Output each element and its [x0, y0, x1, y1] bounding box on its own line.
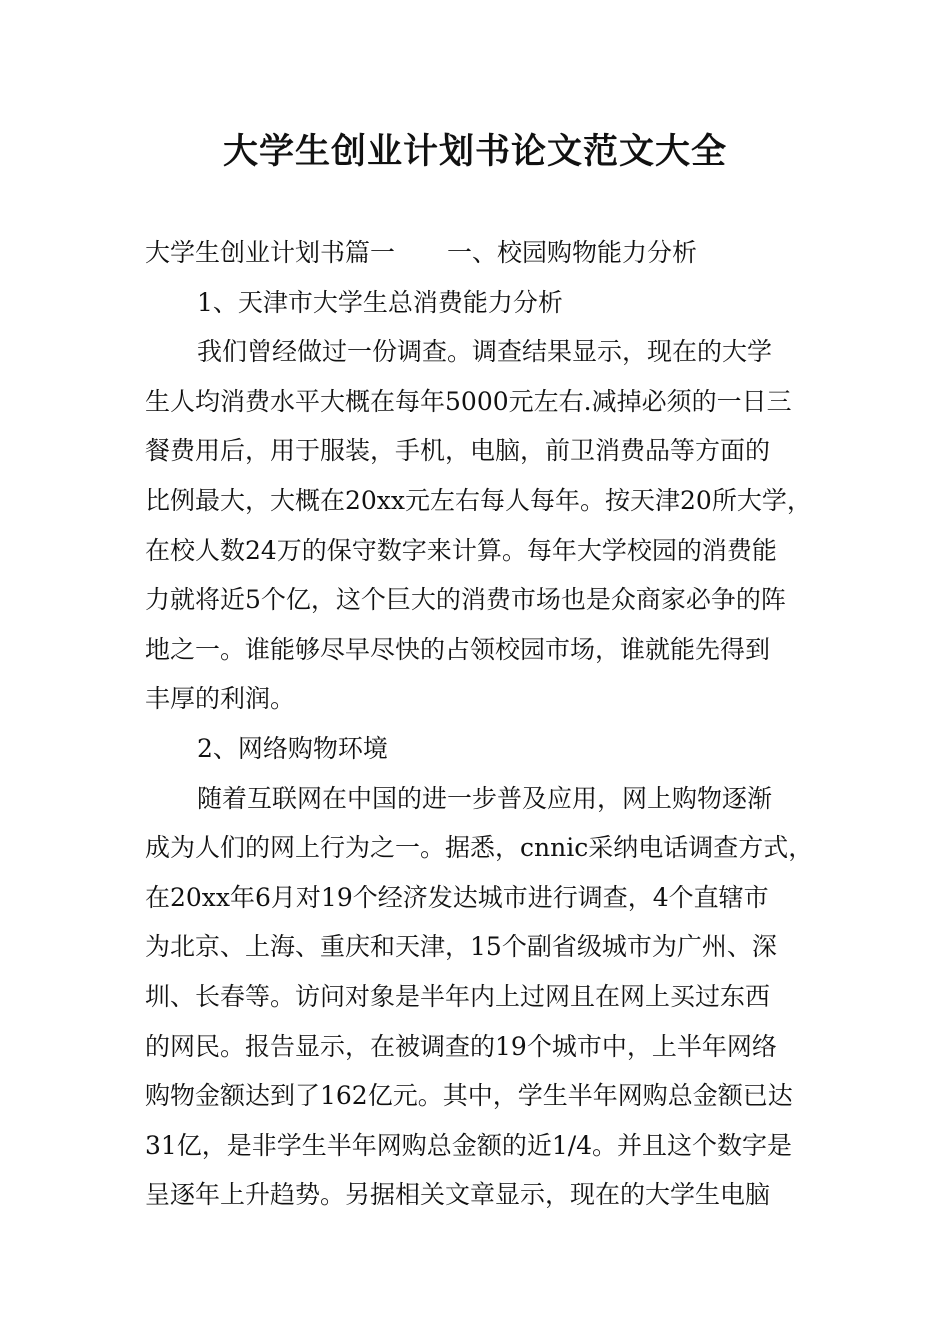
- section-heading-line: [145, 228, 835, 278]
- paragraph-line: 地之一。谁能够尽早尽快的占领校园市场，谁就能先得到: [145, 634, 771, 664]
- paragraph-line: 力就将近5个亿，这个巨大的消费市场也是众商家必争的阵: [145, 585, 786, 615]
- section-label: 大学生创业计划书篇一: [145, 238, 396, 267]
- document-body: [145, 228, 835, 1220]
- paragraph-line: 的网民。报告显示，在被调查的19个城市中，上半年网络: [145, 1031, 777, 1061]
- paragraph-line: 圳、长春等。访问对象是半年内上过网且在网上买过东西: [145, 981, 771, 1011]
- paragraph-line: 呈逐年上升趋势。另据相关文章显示，现在的大学生电脑: [145, 1180, 771, 1210]
- paragraph-line: 在20xx年6月对19个经济发达城市进行调查，4个直辖市: [145, 882, 769, 912]
- paragraph-line: 随着互联网在中国的进一步普及应用，网上购物逐渐: [197, 783, 773, 813]
- paragraph-line: 31亿，是非学生半年网购总金额的近1/4。并且这个数字是: [145, 1130, 793, 1160]
- paragraph-line: 我们曾经做过一份调查。调查结果显示，现在的大学: [197, 337, 773, 367]
- paragraph-line: 餐费用后，用于服装，手机，电脑，前卫消费品等方面的: [145, 436, 771, 466]
- paragraph-line: 在校人数24万的保守数字来计算。每年大学校园的消费能: [145, 535, 777, 565]
- paragraph-line: 成为人们的网上行为之一。据悉，cnnic采纳电话调查方式，: [145, 833, 814, 863]
- subheading-2: 2、网络购物环境: [197, 733, 388, 763]
- paragraph-line: 丰厚的利润。: [145, 684, 296, 714]
- paragraph-line: 生人均消费水平大概在每年5000元左右.减掉必须的一日三: [145, 386, 792, 416]
- paragraph-line: 比例最大，大概在20xx元左右每人每年。按天津20所大学，: [145, 485, 812, 515]
- paragraph-line: 为北京、上海、重庆和天津，15个副省级城市为广州、深: [145, 932, 777, 962]
- section-heading: 一、校园购物能力分析: [447, 238, 698, 267]
- subheading-1: 1、天津市大学生总消费能力分析: [197, 287, 563, 317]
- document-title: 大学生创业计划书论文范文大全: [222, 131, 727, 172]
- paragraph-line: 购物金额达到了162亿元。其中，学生半年网购总金额已达: [145, 1081, 793, 1111]
